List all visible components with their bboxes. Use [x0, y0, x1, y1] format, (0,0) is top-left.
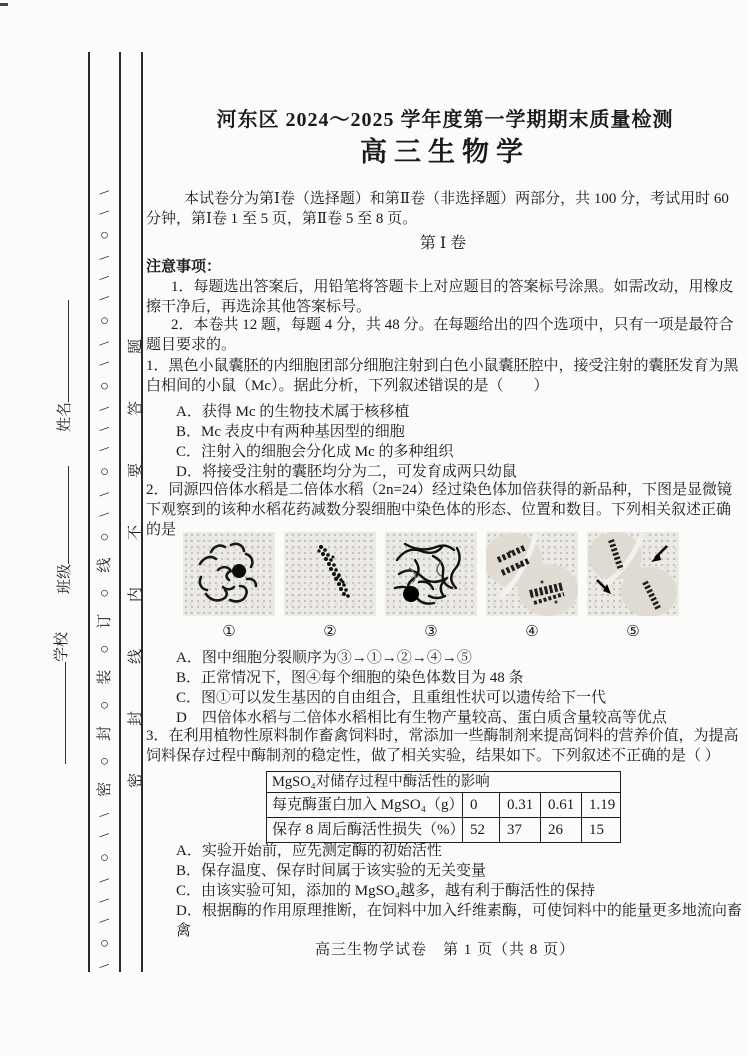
school-field [50, 619, 71, 764]
notice-heading: 注意事项： [146, 259, 222, 275]
figure-label-3: ③ [424, 624, 438, 640]
binding-band-right-line [119, 52, 121, 972]
option-c: C．注射入的细胞会分化成 Mc 的多种组织 [176, 444, 454, 460]
cell-value: 52 [463, 818, 500, 843]
scan-artifact [0, 3, 8, 6]
micrograph-1-diakinesis [183, 532, 275, 616]
micrograph-labels [183, 622, 679, 642]
exam-subject-title: 高三生物学 [360, 137, 530, 167]
option-b: B．Mc 表皮中有两种基因型的细胞 [176, 424, 405, 440]
notice-item-1: 1．每题选出答案后，用铅笔将答题卡上对应题目的答案标号涂黑。如需改动，用橡皮擦干净后，再选涂其他答案标号。 [146, 279, 734, 315]
figure-label-5: ⑤ [626, 624, 640, 640]
question-2-options [146, 648, 744, 728]
question-1-options [146, 402, 744, 482]
student-name-blank-line [55, 300, 69, 402]
table-row [267, 793, 621, 818]
cell-value: 15 [582, 818, 621, 843]
page-footer: 高三生物学试卷 第 1 页（共 8 页） [314, 942, 575, 958]
option-d: D．根据酶的作用原理推断，在饲料中加入纤维素酶，可使饲料中的能量更多地流向畜禽 [176, 903, 742, 939]
table-row [267, 818, 621, 843]
option-d: D 四倍体水稻与二倍体水稻相比有生物产量较高、蛋白质含量较高等优点 [176, 710, 667, 726]
student-name-label: 姓名 [57, 401, 73, 432]
micrograph-row [183, 532, 679, 616]
option-a: A．实验开始前，应先测定酶的初始活性 [176, 843, 442, 859]
exam-intro-paragraph: 本试卷分为第Ⅰ卷（选择题）和第Ⅱ卷（非选择题）两部分，共 100 分，考试用时 60 分钟，第Ⅰ卷 1 至 5 页，第Ⅱ卷 5 至 8 页。 [146, 191, 729, 227]
notice-item-2: 2．本卷共 12 题，每题 4 分，共 48 分。在每题给出的四个选项中，只有一项是最符合题目要求的。 [146, 317, 734, 353]
binding-band-left-line [88, 52, 90, 972]
option-d: D．将接受注射的囊胚均分为二，可发育成两只幼鼠 [176, 464, 517, 480]
figure-label-4: ④ [525, 624, 539, 640]
table-caption: MgSO₄对储存过程中酶活性的影响 [267, 772, 621, 793]
section-1-heading: 第Ⅰ卷 [419, 235, 471, 252]
cell-value: 37 [500, 818, 541, 843]
option-c: C．由该实验可知，添加的 MgSO₄越多，越有利于酶活性的保持 [176, 883, 595, 899]
micrograph-5-telophase-arrows [587, 532, 679, 616]
school-label: 学校 [54, 631, 70, 662]
cell-value: 0 [463, 793, 500, 818]
option-a: A．图中细胞分裂顺序为③→①→②→④→⑤ [176, 650, 472, 666]
cell-value: 26 [541, 818, 582, 843]
figure-label-1: ① [222, 624, 236, 640]
class-field [53, 454, 74, 594]
option-a: A．获得 Mc 的生物技术属于核移植 [176, 404, 410, 420]
figure-label-2: ② [323, 624, 337, 640]
question-2-stem: 2．同源四倍体水稻是二倍体水稻（2n=24）经过染色体加倍获得的新品种，下图是显微镜下观察到的该种水稻花药减数分裂细胞中染色体的形态、位置和数目。下列相关叙述正确的是 [146, 482, 732, 538]
cell-value: 1.19 [582, 793, 621, 818]
row-label: 每克酶蛋白加入 MgSO₄（g） [267, 793, 463, 818]
class-label: 班级 [57, 563, 73, 594]
question-3-options [146, 841, 744, 941]
question-1 [146, 356, 744, 482]
question-1-stem: 1．黑色小鼠囊胚的内细胞团部分细胞注射到白色小鼠囊胚腔中，接受注射的囊胚发育为黑白相间的小鼠（Mc）。据此分析，下列叙述错误的是（ ） [146, 358, 739, 394]
exam-title: 河东区 2024～2025 学年度第一学期期末质量检测 [216, 109, 674, 131]
row-label: 保存 8 周后酶活性损失（%） [267, 818, 463, 843]
option-b: B．正常情况下，图④每个细胞的染色体数目为 48 条 [176, 670, 524, 686]
micrograph-4-anaphase-cells [486, 532, 578, 616]
enzyme-activity-table [266, 771, 621, 843]
option-c: C．图①可以发生基因的自由组合，且重组性状可以遗传给下一代 [176, 690, 607, 706]
student-name-field [53, 290, 74, 432]
school-blank-line [52, 662, 66, 764]
no-answer-in-seal-notice: 密封线内不要答题 [128, 291, 144, 788]
option-b: B．保存温度、保存时间属于该实验的无关变量 [176, 863, 487, 879]
micrograph-3-prophase-tangle [385, 532, 477, 616]
question-3-stem: 3．在利用植物性原料制作畜禽饲料时，常添加一些酶制剂来提高饲料的营养价值，为提高饲料保存过程中酶制剂的稳定性，做了相关实验，结果如下。下列叙述不正确的是（ ） [146, 728, 739, 764]
binding-seal-band: \○\\\○\\密○封○装○订○线○\\○\\\○\\○\\\○\\ [97, 174, 113, 968]
cell-value: 0.31 [500, 793, 541, 818]
class-blank-line [55, 466, 69, 564]
cell-value: 0.61 [541, 793, 582, 818]
micrograph-2-metaphase [284, 532, 376, 616]
